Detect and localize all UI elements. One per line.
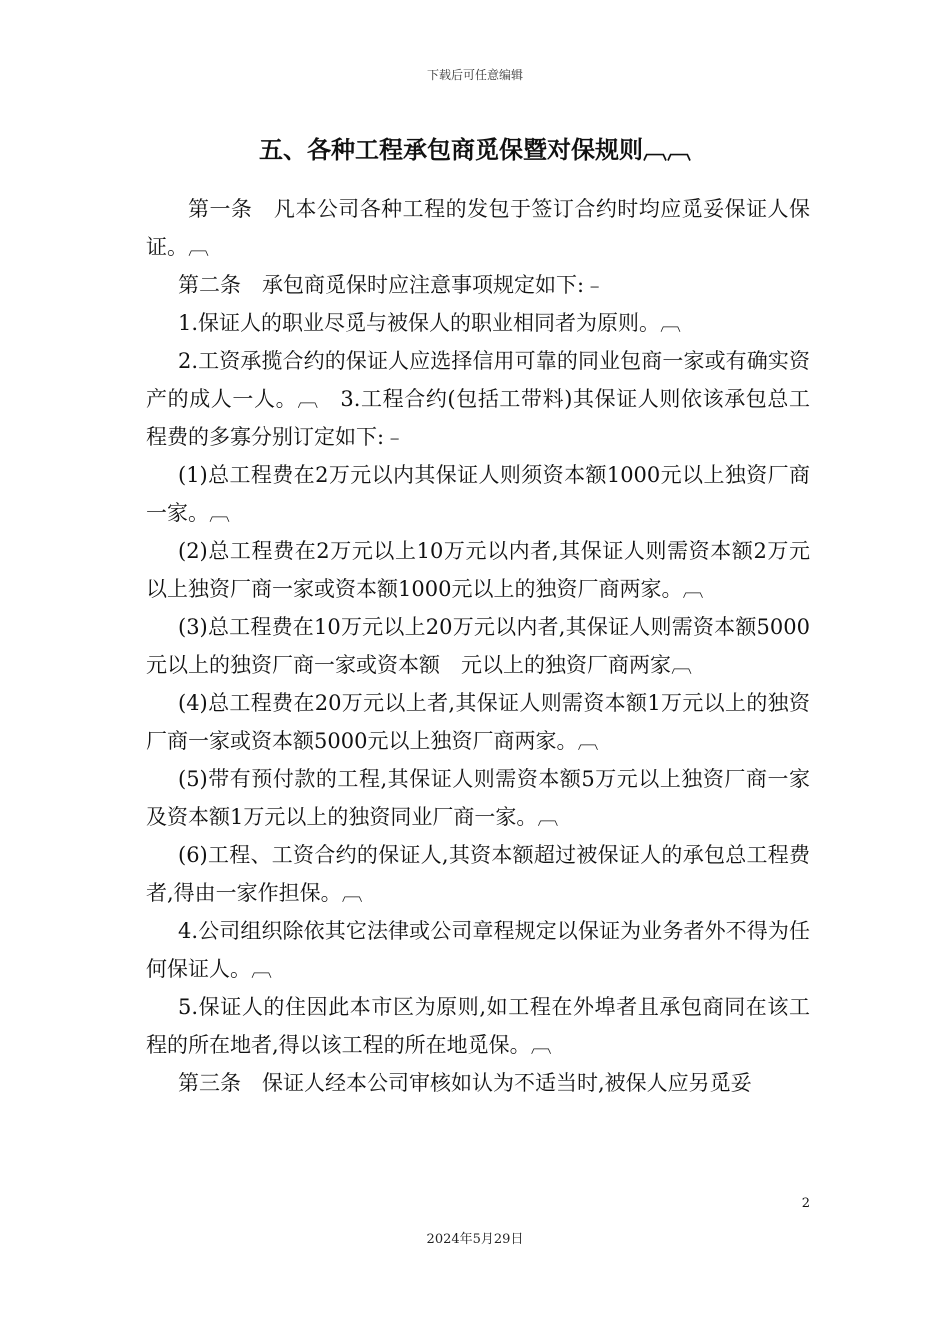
paragraph: 2.工资承揽合约的保证人应选择信用可靠的同业包商一家或有确实资产的成人一人。︹ 3.工程合约(包括工带料)其保证人则依该承包总工程费的多寡分别订定如下:﹣ [146,349,810,449]
paragraph: 1.保证人的职业尽觅与被保人的职业相同者为原则。︹ [178,311,682,335]
page-header: 下载后可任意编辑 [426,68,523,82]
paragraph: 第一条 凡本公司各种工程的发包于签订合约时均应觅妥保证人保证。︹ [146,197,810,259]
paragraph: (4)总工程费在20万元以上者,其保证人则需资本额1万元以上的独资厂商一家或资本额5000元以上独资厂商两家。︹ [146,691,810,753]
page-number: 2 [801,1196,810,1211]
paragraph: (5)带有预付款的工程,其保证人则需资本额5万元以上独资厂商一家及资本额1万元以上的独资同业厂商一家。︹ [146,767,810,829]
paragraph: (2)总工程费在2万元以上10万元以内者,其保证人则需资本额2万元以上独资厂商一家或资本额1000元以上的独资厂商两家。︹ [146,539,810,601]
paragraph: 第三条 保证人经本公司审核如认为不适当时,被保人应另觅妥 [178,1071,752,1095]
paragraph: 5.保证人的住因此本市区为原则,如工程在外埠者且承包商同在该工程的所在地者,得以该工程的所在地觅保。︹ [146,995,810,1057]
paragraph: (3)总工程费在10万元以上20万元以内者,其保证人则需资本额5000元以上的独资厂商一家或资本额 元以上的独资厂商两家︹ [146,615,810,677]
paragraph: 4.公司组织除依其它法律或公司章程规定以保证为业务者外不得为任何保证人。︹ [146,919,810,981]
paragraph: (6)工程、工资合约的保证人,其资本额超过被保证人的承包总工程费者,得由一家作担保。︹ [146,843,810,905]
paragraph: 第二条 承包商觅保时应注意事项规定如下:﹣ [178,273,606,297]
page-footer-date: 2024年5月29日 [426,1232,524,1247]
document-body [146,190,810,1102]
page-title: 五、各种工程承包商觅保暨对保规则︹︹ [259,136,691,164]
paragraph: (1)总工程费在2万元以内其保证人则须资本额1000元以上独资厂商一家。︹ [146,463,810,525]
